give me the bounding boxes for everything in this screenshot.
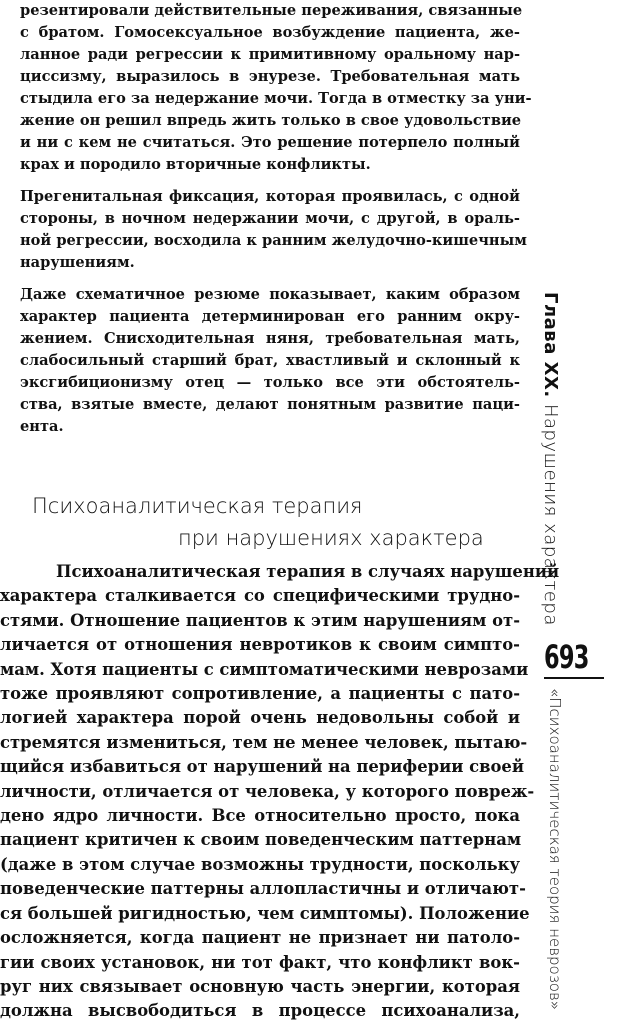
text-line: пациент критичен к своим поведенческим паттернам bbox=[0, 830, 522, 850]
text-line: ся большей ригидностью, чем симптомы). Положение bbox=[0, 903, 530, 923]
page-number-rule bbox=[544, 677, 604, 679]
text-line: личается от отношения невротиков к своим симпто- bbox=[0, 635, 520, 655]
running-book-title: «Психоаналитическая теория неврозов» bbox=[546, 688, 564, 1010]
text-line: стороны, в ночном недержании мочи, с другой, в ораль- bbox=[20, 210, 520, 227]
text-line: Психоаналитическая терапия в случаях нарушений bbox=[56, 562, 560, 581]
text-line: руг них связывает основную часть энергии, которая bbox=[0, 976, 520, 996]
text-line: стремятся измениться, тем не менее человек, пытаю- bbox=[0, 732, 528, 752]
text-line: ента. bbox=[20, 418, 64, 435]
chapter-name: Нарушения характера bbox=[540, 403, 561, 626]
text-line: Даже схематичное резюме показывает, каким образом bbox=[20, 286, 520, 303]
text-line: и ни с кем не считаться. Это решение потерпело полный bbox=[20, 134, 520, 151]
text-line: ной регрессии, восходила к ранним желудочно-кишечным bbox=[20, 232, 527, 249]
text-line: жение он решил впредь жить только в свое удовольствие bbox=[20, 112, 522, 129]
chapter-title bbox=[540, 292, 561, 626]
text-line: жением. Снисходительная няня, требовательная мать, bbox=[20, 330, 520, 347]
text-line: Прегенитальная фиксация, которая проявилась, с одной bbox=[20, 188, 520, 205]
text-line: логией характера порой очень недовольны собой и bbox=[0, 708, 520, 728]
text-line: с братом. Гомосексуальное возбуждение пациента, же- bbox=[20, 24, 520, 41]
text-line: стями. Отношение пациентов к этим нарушениям от- bbox=[0, 610, 520, 630]
text-line: осложняется, когда пациент не признает ни патоло- bbox=[0, 928, 520, 948]
chapter-number: Глава XX. bbox=[540, 292, 561, 398]
section-heading-line-1: Психоаналитическая терапия bbox=[32, 494, 363, 518]
text-line: резентировали действительные переживания, связанные bbox=[20, 2, 523, 19]
text-line: тоже проявляют сопротивление, а пациенты с пато- bbox=[0, 684, 520, 704]
paragraph-1 bbox=[20, 0, 532, 176]
text-line: мам. Хотя пациенты с симптоматическими неврозами bbox=[0, 659, 529, 679]
text-line: нарушениям. bbox=[20, 254, 135, 271]
text-line: эксгибиционизму отец — только все эти обстоятель- bbox=[20, 374, 520, 391]
text-line: крах и породило вторичные конфликты. bbox=[20, 156, 371, 173]
text-line: поведенческие паттерны аллопластичны и отличают- bbox=[0, 879, 526, 899]
section-heading-line-2: при нарушениях характера bbox=[178, 526, 484, 550]
text-line: гии своих установок, ни тот факт, что конфликт вок- bbox=[0, 952, 520, 972]
text-line: щийся избавиться от нарушений на периферии своей bbox=[0, 757, 525, 777]
paragraph-2 bbox=[20, 186, 527, 274]
text-line: (даже в этом случае возможны трудности, поскольку bbox=[0, 854, 520, 874]
text-line: циссизму, выразилось в энурезе. Требовательная мать bbox=[20, 68, 520, 85]
top-text-block bbox=[20, 0, 532, 448]
text-line: характера сталкивается со специфическими трудно- bbox=[0, 586, 520, 606]
text-line: дено ядро личности. Все относительно просто, пока bbox=[0, 806, 520, 826]
text-line: должна высвободиться в процессе психоанализа, bbox=[0, 1001, 520, 1021]
page-sidebar bbox=[530, 0, 620, 1010]
text-line: личности, отличается от человека, у которого повреж- bbox=[0, 781, 535, 801]
paragraph-3 bbox=[20, 284, 520, 438]
page-number: 693 bbox=[544, 638, 589, 676]
text-line: стыдила его за недержание мочи. Тогда в отместку за уни- bbox=[20, 90, 532, 107]
text-line: ства, взятые вместе, делают понятным развитие паци- bbox=[20, 396, 520, 413]
section-heading bbox=[20, 490, 520, 554]
text-line: слабосильный старший брат, хвастливый и склонный к bbox=[20, 352, 520, 369]
text-line: характер пациента детерминирован его ранним окру- bbox=[20, 308, 520, 325]
text-line: ланное ради регрессии к примитивному оральному нар- bbox=[20, 46, 520, 63]
